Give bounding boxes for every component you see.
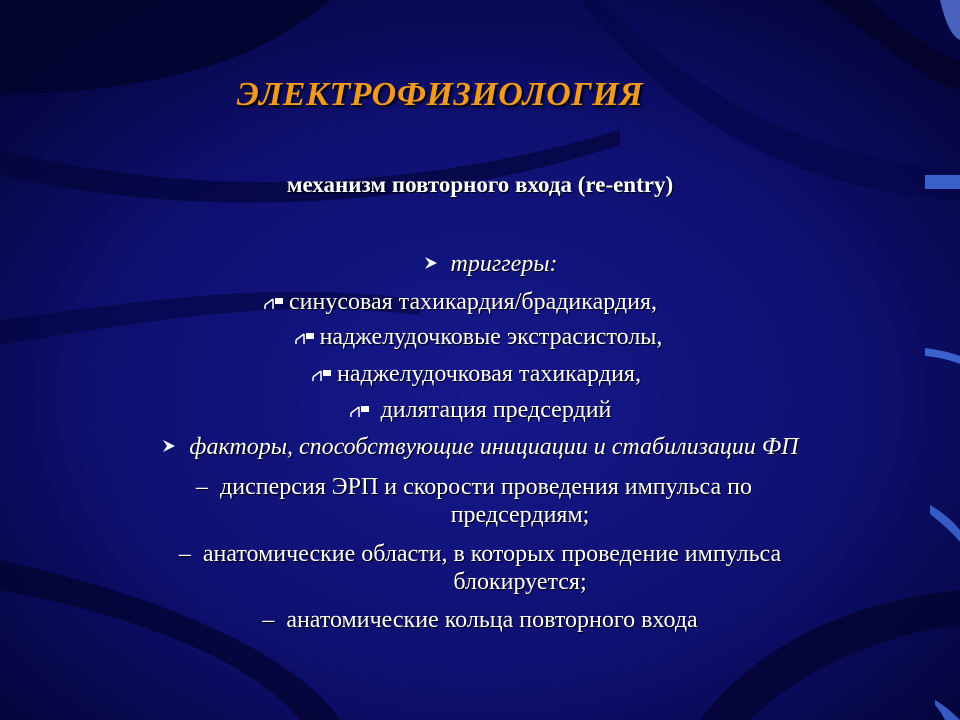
slide-title: ЭЛЕКТРОФИЗИОЛОГИЯ (236, 76, 644, 113)
triggers-header (10, 250, 960, 279)
dash-bullet: – (178, 541, 203, 567)
trigger-item (0, 323, 958, 353)
arrowhead-bullet-icon (161, 434, 177, 462)
trigger-item-text: дилятация предсердий (374, 397, 612, 423)
factor-item-text: дисперсия ЭРП и скорости проведения импульса по (220, 474, 752, 500)
triggers-header-text: триггеры: (450, 251, 558, 277)
envelope-folder-icon (294, 325, 318, 353)
factors-header-text: факторы, способствующие инициации и стабилизации ФП (189, 434, 799, 460)
factors-header (0, 433, 960, 462)
trigger-item-text: наджелудочковые экстрасистолы, (319, 324, 663, 350)
factor-item (0, 473, 954, 501)
trigger-item-text: синусовая тахикардия/брадикардия, (288, 289, 657, 315)
factor-item-continuation: блокируется; (453, 569, 587, 595)
slide-subtitle: механизм повторного входа (re-entry) (286, 172, 674, 197)
factor-item (0, 540, 960, 568)
dash-bullet: – (262, 607, 287, 633)
arrowhead-bullet-icon (423, 251, 439, 279)
envelope-folder-icon (349, 398, 373, 426)
dash-bullet: – (196, 474, 221, 500)
envelope-folder-icon (311, 362, 335, 390)
trigger-item (0, 288, 940, 318)
trigger-item (0, 396, 960, 426)
factor-item-text: анатомические кольца повторного входа (286, 607, 698, 633)
factor-item-continuation: предсердиям; (450, 502, 590, 528)
factor-item (0, 606, 960, 634)
envelope-folder-icon (263, 290, 287, 318)
trigger-item-text: наджелудочковая тахикардия, (337, 361, 641, 387)
trigger-item (0, 360, 956, 390)
factor-item-text: анатомические области, в которых проведение импульса (202, 541, 782, 567)
